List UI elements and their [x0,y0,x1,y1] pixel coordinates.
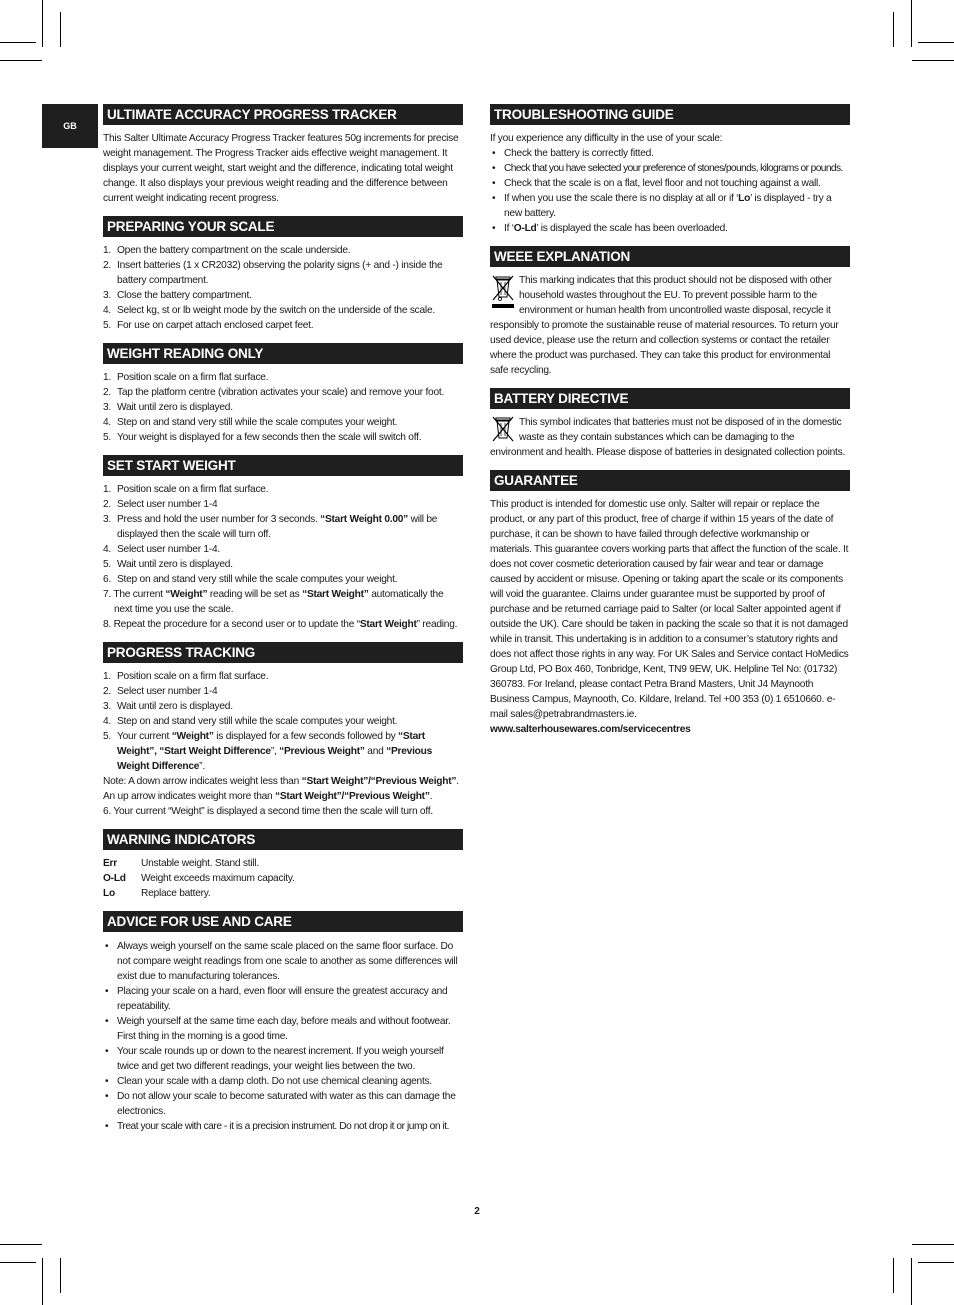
list-item: • Weigh yourself at the same time each day, before meals and without footwear. First thing in the morning is a good time. [105,1016,451,1042]
list-item: 4. Select kg, st or lb weight mode by the switch on the underside of the scale. [103,305,435,316]
crop-mark [918,1262,954,1263]
list-item: • Check the battery is correctly fitted. [492,148,654,159]
list-item: • Do not allow your scale to become saturated with water as this can damage the electronics. [105,1091,456,1117]
list-item: 5. For use on carpet attach enclosed carpet feet. [103,320,314,331]
section-progress [103,642,463,819]
note-text: Note: A down arrow indicates weight less than “Start Weight”/“Previous Weight”. An up arrow indicates weight more than “Start Weight”/“Previous Weight”. [103,776,459,802]
crop-mark [918,42,954,43]
crop-mark [60,12,61,47]
section-tracker [103,104,463,206]
list-item: • Clean your scale with a damp cloth. Do not use chemical cleaning agents. [105,1076,432,1087]
section-weight-only [103,343,463,445]
list-item: 6. Your current “Weight” is displayed a second time then the scale will turn off. [103,806,433,817]
section-heading: BATTERY DIRECTIVE [490,388,850,409]
crossed-bin-icon [490,415,516,443]
section-body: This marking indicates that this product should not be disposed with other household wastes throughout the EU. To prevent possible harm to the environment or human health from uncontrolled waste disposal, recycle it responsibly to promote the sustainable reuse of material resources. To return your used device, please use the return and collection systems or contact the retailer where the product was purchased. They can take this product for environmental safe recycling. [490,275,839,376]
crop-mark [0,1262,36,1263]
section-guarantee [490,470,850,737]
crop-mark [912,1244,954,1245]
list-item: 1. Open the battery compartment on the scale underside. [103,245,351,256]
crop-mark [42,0,43,47]
section-body: This product is intended for domestic use only. Salter will repair or replace the product, or any part of this product, free of charge if within 15 years of the date of purchase, it can be shown to have failed through defective workmanship or materials. This guarantee covers working parts that affect the function of the scale. It does not cover cosmetic deterioration caused by fair wear and tear or damage caused by accident or misuse. Opening or taking apart the scale or its components will void the guarantee. Claims under guarantee must be supported by proof of purchase and be returned carriage paid to Salter (or local Salter appointed agent if outside the UK). Care should be taken in packing the scale so that it is not damaged while in transit. This undertaking is in addition to a consumer’s statutory rights and does not affect those rights in any way. For UK Sales and Service contact HoMedics Group Ltd, PO Box 460, Tonbridge, Kent, TN9 9EW, UK. Helpline Tel No: (01732) 360783. For Ireland, please contact Petra Brand Masters, Unit J4 Maynooth Business Campus, Maynooth, Co. Kildare, Ireland. Tel +00 353 (0) 1 6510660. e-mail sales@petrabrandmasters.ie. [490,499,849,720]
list-item: 3. Wait until zero is displayed. [103,701,233,712]
section-troubleshooting [490,104,850,236]
list-item: • Check that the scale is on a flat, level floor and not touching against a wall. [492,178,821,189]
list-item: 3. Wait until zero is displayed. [103,402,233,413]
section-heading: WEIGHT READING ONLY [103,343,463,364]
section-heading: TROUBLESHOOTING GUIDE [490,104,850,125]
crop-mark [0,1244,42,1245]
bullet-list [490,146,850,236]
section-heading: PROGRESS TRACKING [103,642,463,663]
section-weee [490,246,850,378]
left-column [103,104,463,1144]
list-item: 1. Position scale on a firm flat surface. [103,372,269,383]
crop-mark [912,60,954,61]
crop-mark [893,12,894,47]
steps-list [103,669,463,774]
section-heading: WEEE EXPLANATION [490,246,850,267]
list-item: • Placing your scale on a hard, even floor will ensure the greatest accuracy and repeatability. [105,986,448,1012]
list-item: 1. Position scale on a firm flat surface. [103,484,269,495]
steps-list [103,482,463,632]
list-item: 5. Your weight is displayed for a few seconds then the scale will switch off. [103,432,422,443]
list-item: 2. Tap the platform centre (vibration activates your scale) and remove your foot. [103,387,445,398]
section-heading: PREPARING YOUR SCALE [103,216,463,237]
list-item: 3. Press and hold the user number for 3 seconds. “Start Weight 0.00” will be displayed then the scale will turn off. [103,514,438,540]
warning-row: O-Ld Weight exceeds maximum capacity. [103,873,295,884]
language-tab: GB [42,104,98,148]
steps-list [103,243,463,333]
crop-mark [0,42,36,43]
list-item: • Your scale rounds up or down to the nearest increment. If you weigh yourself twice and get two different readings, your weight lies between the two. [105,1046,444,1072]
bullet-list [103,939,463,1134]
list-item: • Treat your scale with care - it is a precision instrument. Do not drop it or jump on it. [105,1121,450,1132]
section-start-weight [103,455,463,632]
section-warnings [103,829,463,901]
list-item: 8. Repeat the procedure for a second user or to update the “Start Weight” reading. [103,619,458,630]
section-battery [490,388,850,460]
section-advice [103,911,463,1134]
list-item: 2. Insert batteries (1 x CR2032) observing the polarity signs (+ and -) inside the battery compartment. [103,260,443,286]
list-item: 4. Select user number 1-4. [103,544,220,555]
list-item: 1. Position scale on a firm flat surface. [103,671,269,682]
section-heading: WARNING INDICATORS [103,829,463,850]
list-item: • Always weigh yourself on the same scale placed on the same floor surface. Do not compare weight readings from one scale to another as some differences will exist due to manufacturing tolerances. [105,941,458,982]
crop-mark [911,0,912,47]
list-item: 5. Your current “Weight” is displayed for a few seconds followed by “Start Weight”, “Start Weight Difference”, “Previous Weight” and “Previous Weight Difference”. [103,731,433,772]
list-item: 7. The current “Weight” reading will be set as “Start Weight” automatically the next time you use the scale. [103,589,444,615]
section-preparing [103,216,463,333]
steps-list [103,370,463,445]
crop-mark [60,1258,61,1293]
list-item: 4. Step on and stand very still while the scale computes your weight. [103,417,398,428]
crossed-bin-icon [490,273,516,313]
crop-mark [893,1258,894,1293]
list-item: 2. Select user number 1-4 [103,686,218,697]
list-item: 2. Select user number 1-4 [103,499,218,510]
crop-mark [911,1258,912,1305]
service-link[interactable]: www.salterhousewares.com/servicecentres [490,724,691,735]
list-item: 5. Wait until zero is displayed. [103,559,233,570]
list-item: • If ‘O-Ld’ is displayed the scale has been overloaded. [492,223,728,234]
list-item: • If when you use the scale there is no display at all or if ‘Lo’ is displayed - try a new battery. [492,193,832,219]
warning-row: Lo Replace battery. [103,888,211,899]
section-heading: GUARANTEE [490,470,850,491]
section-heading: ADVICE FOR USE AND CARE [103,911,463,932]
section-heading: ULTIMATE ACCURACY PROGRESS TRACKER [103,104,463,125]
section-heading: SET START WEIGHT [103,455,463,476]
list-item: 6. Step on and stand very still while the scale computes your weight. [103,574,398,585]
list-item: 4. Step on and stand very still while the scale computes your weight. [103,716,398,727]
section-body: This symbol indicates that batteries must not be disposed of in the domestic waste as they contain substances which can be damaging to the environment and health. Please dispose of batteries in designated collection points. [490,417,846,458]
page-number: 2 [474,1206,480,1217]
section-intro: If you experience any difficulty in the use of your scale: [490,133,723,144]
crop-mark [0,60,42,61]
warning-row: Err Unstable weight. Stand still. [103,858,259,869]
list-item: 3. Close the battery compartment. [103,290,252,301]
crop-mark [42,1258,43,1305]
right-column [490,104,850,747]
list-item: • Check that you have selected your preference of stones/pounds, kilograms or pounds. [492,163,843,174]
section-body: This Salter Ultimate Accuracy Progress Tracker features 50g increments for precise weight management. The Progress Tracker aids effective weight management. It displays your current weight, start weight and the difference, indicating total weight change. It also displays your previous weight reading and the difference between current weight indicating recent progress. [103,133,459,204]
